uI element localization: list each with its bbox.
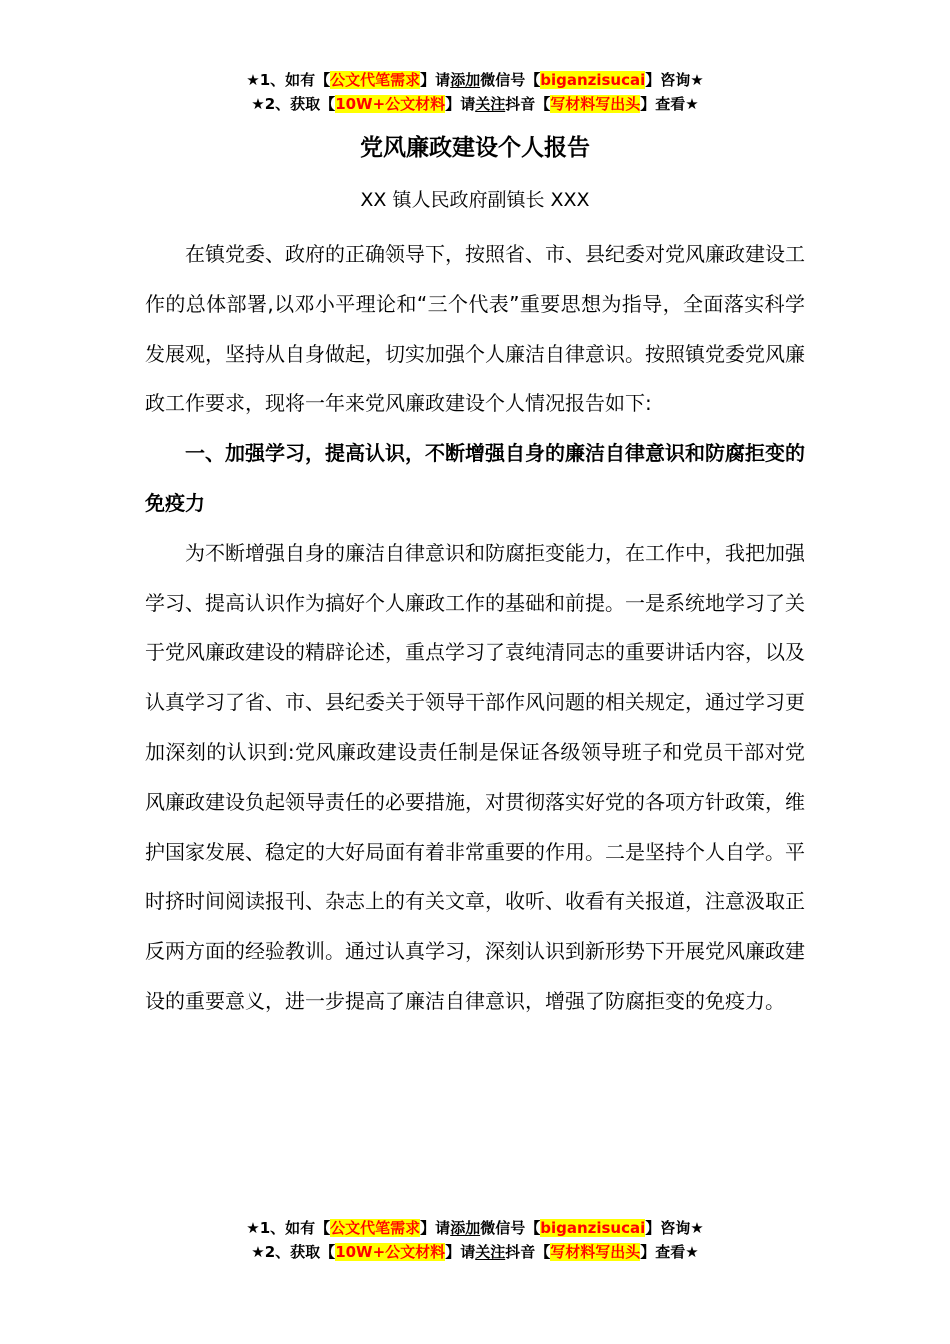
promo-text: ★1、如有【	[246, 1219, 331, 1237]
follow-word: 关注	[475, 1243, 506, 1261]
add-word: 添加	[450, 71, 481, 89]
section-heading-1: 一、加强学习，提高认识，不断增强自身的廉洁自律意识和防腐拒变的免疫力	[145, 441, 805, 515]
promo-line-1	[0, 68, 950, 92]
promo-text: 】请	[420, 71, 451, 89]
promo-line-2	[0, 92, 950, 116]
promo-text: 抖音【	[505, 1243, 551, 1261]
paragraph-section-1: 为不断增强自身的廉洁自律意识和防腐拒变能力，在工作中，我把加强学习、提高认识作为搞好个人廉政工作的基础和前提。一是系统地学习了关于党风廉政建设的精辟论述，重点学习了袁纯清同志的重要讲话内容，以及认真学习了省、市、县纪委关于领导干部作风问题的相关规定，通过学习更加深刻的认识到:党风廉政建设责任制是保证各级领导班子和党员干部对党风廉政建设负起领导责任的必要措施，对贯彻落实好党的各项方针政策，维护国家发展、稳定的大好局面有着非常重要的作用。二是坚持个人自学。平时挤时间阅读报刊、杂志上的有关文章，收听、收看有关报道，注意汲取正反两方面的经验教训。通过认真学习，深刻认识到新形势下开展党风廉政建设的重要意义，进一步提高了廉洁自律意识，增强了防腐拒变的免疫力。	[145, 540, 805, 1013]
highlight-service: 公文代笔需求	[330, 1219, 421, 1237]
document-title: 党风廉政建设个人报告	[360, 135, 590, 161]
promo-banner-bottom	[0, 1216, 950, 1264]
promo-text: 微信号【	[480, 71, 541, 89]
promo-text: 微信号【	[480, 1219, 541, 1237]
add-word: 添加	[450, 1219, 481, 1237]
douyin-name: 写材料写出头	[550, 1243, 641, 1261]
promo-banner-top	[0, 68, 950, 116]
promo-text: ★2、获取【	[251, 95, 336, 113]
promo-text: 】查看★	[640, 1243, 699, 1261]
promo-text: 】咨询★	[645, 71, 704, 89]
promo-line-2	[0, 1240, 950, 1264]
document-subtitle: XX 镇人民政府副镇长 XXX	[360, 189, 590, 211]
promo-text: 抖音【	[505, 95, 551, 113]
document-body	[145, 230, 805, 1027]
wechat-id: biganzisucai	[540, 1219, 646, 1237]
promo-text: 】请	[445, 1243, 476, 1261]
promo-text: 】咨询★	[645, 1219, 704, 1237]
highlight-material: 10W+公文材料	[335, 1243, 446, 1261]
highlight-service: 公文代笔需求	[330, 71, 421, 89]
promo-text: 】请	[445, 95, 476, 113]
highlight-material: 10W+公文材料	[335, 95, 446, 113]
follow-word: 关注	[475, 95, 506, 113]
wechat-id: biganzisucai	[540, 71, 646, 89]
promo-text: ★1、如有【	[246, 71, 331, 89]
promo-text: ★2、获取【	[251, 1243, 336, 1261]
promo-line-1	[0, 1216, 950, 1240]
douyin-name: 写材料写出头	[550, 95, 641, 113]
promo-text: 】查看★	[640, 95, 699, 113]
paragraph-intro: 在镇党委、政府的正确领导下，按照省、市、县纪委对党风廉政建设工作的总体部署,以邓小平理论和“三个代表”重要思想为指导，全面落实科学发展观，坚持从自身做起，切实加强个人廉洁自律意识。按照镇党委党风廉政工作要求，现将一年来党风廉政建设个人情况报告如下:	[145, 242, 805, 416]
promo-text: 】请	[420, 1219, 451, 1237]
